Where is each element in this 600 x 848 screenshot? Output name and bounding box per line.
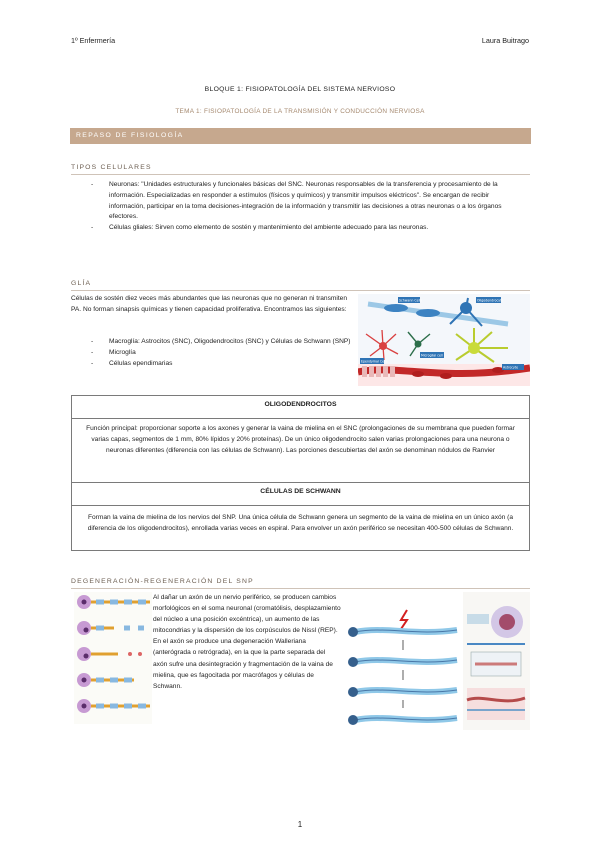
tipos-heading: TIPOS CELULARES bbox=[71, 164, 152, 171]
figure-label-ependymal: Ependymal Cells bbox=[361, 359, 388, 364]
header-author-name: Laura Buitrago bbox=[481, 36, 529, 45]
oligo-separator bbox=[71, 418, 530, 419]
page-number: 1 bbox=[297, 820, 303, 829]
tipos-rule bbox=[71, 174, 530, 175]
figure-label-oligodendrocyte: Oligodendrocyte bbox=[477, 298, 504, 303]
figure-label-microglia: Microglial cell bbox=[421, 353, 443, 358]
list-item: - Células gliales: Sirven como elemento de sostén y mantenimiento del ambiente adecuado para las neuronas. bbox=[91, 223, 511, 234]
list-item: - Microglía bbox=[91, 348, 353, 359]
schwann-title: CÉLULAS DE SCHWANN bbox=[260, 488, 341, 495]
section-bar bbox=[70, 128, 531, 144]
document-title: BLOQUE 1: FISIOPATOLOGÍA DEL SISTEMA NERVIOSO bbox=[204, 86, 396, 93]
degen-heading: DEGENERACIÓN-REGENERACIÓN DEL SNP bbox=[71, 578, 254, 585]
glial-cells-illustration bbox=[358, 294, 530, 386]
list-item: - Macroglía: Astrocitos (SNC), Oligodendrocitos (SNC) y Células de Schwann (SNP) bbox=[91, 337, 353, 348]
list-item: - Neuronas: "Unidades estructurales y funcionales básicas del SNC. Neuronas responsables de la transferencia y procesamiento de la información. Especializadas en responder a estímulos (físicos y químicos) y transmitir impulsos eléctricos". Se encargan de recibir información, participar en la toma decisiones-integración de la información y transmitir las decisiones a otras neuronas o a los órganos efectores. bbox=[91, 180, 511, 223]
degen-rule bbox=[71, 588, 530, 589]
glia-list bbox=[91, 337, 353, 369]
tipos-list bbox=[91, 180, 511, 234]
list-item: - Células ependimarias bbox=[91, 359, 353, 370]
figure-label-astrocyte: Astrocyte bbox=[503, 365, 519, 370]
oligo-text: Función principal: proporcionar soporte a los axones y generar la vaina de mielina en el SNC (prolongaciones de su membrana que pueden formar varias capas, segmentos de 1 mm, 80% lípidos y 20% proteínas). De un único oligodendrocito salen varias prolongaciones para una neurona o neuronas diferentes (diferencia con las células de Schwann). Las porciones descubiertas del axón se denominan nódulos de Ranvier bbox=[86, 425, 515, 454]
schwann-repair-figure bbox=[463, 592, 530, 730]
schwann-top-separator bbox=[71, 482, 530, 483]
document-subtitle: TEMA 1: FISIOPATOLOGÍA DE LA TRANSMISIÓN Y CONDUCCIÓN NERVIOSA bbox=[175, 108, 425, 115]
axon-degeneration-figure bbox=[74, 592, 152, 724]
figure-label-schwann: Schwann Cells bbox=[399, 298, 423, 303]
glia-heading: GLÍA bbox=[71, 280, 92, 287]
header-author-course: 1º Enfermería bbox=[71, 36, 116, 45]
degen-text: Al dañar un axón de un nervio periférico, se producen cambios morfológicos en el soma neuronal (cromatólisis, desplazamiento del núcleo a una posición excéntrica), un aumento de las mitocondrias y la dispersión de los corpúsculos de Nissl (REP). En el axón se produce una degeneración Walleriana (anterógrada o retrógrada), en la que la parte separada del axón sufre una desintegración y fragmentación de la vaina de mielina, que es fagocitada por macrófagos y células de Schwann. bbox=[153, 594, 341, 690]
nerve-injury-figure bbox=[345, 606, 459, 736]
oligo-title: OLIGODENDROCITOS bbox=[264, 401, 337, 408]
glia-rule bbox=[71, 290, 530, 291]
schwann-text: Forman la vaina de mielina de los nervios del SNP. Una única célula de Schwann genera un segmento de la vaina de mielina en un único axón (a diferencia de los oligodendrocitos), enrollada varias veces en espiral. Para envolver un axón periférico se necesitan 400-500 células de Schwann. bbox=[87, 514, 514, 532]
section-bar-label: REPASO DE FISIOLOGÍA bbox=[76, 132, 184, 139]
glia-intro: Células de sostén diez veces más abundantes que las neuronas que no generan ni transmiten PA. No forman sinapsis químicas y tienen capacidad proliferativa. Encontramos las siguientes: bbox=[71, 295, 348, 313]
schwann-separator bbox=[71, 505, 530, 506]
